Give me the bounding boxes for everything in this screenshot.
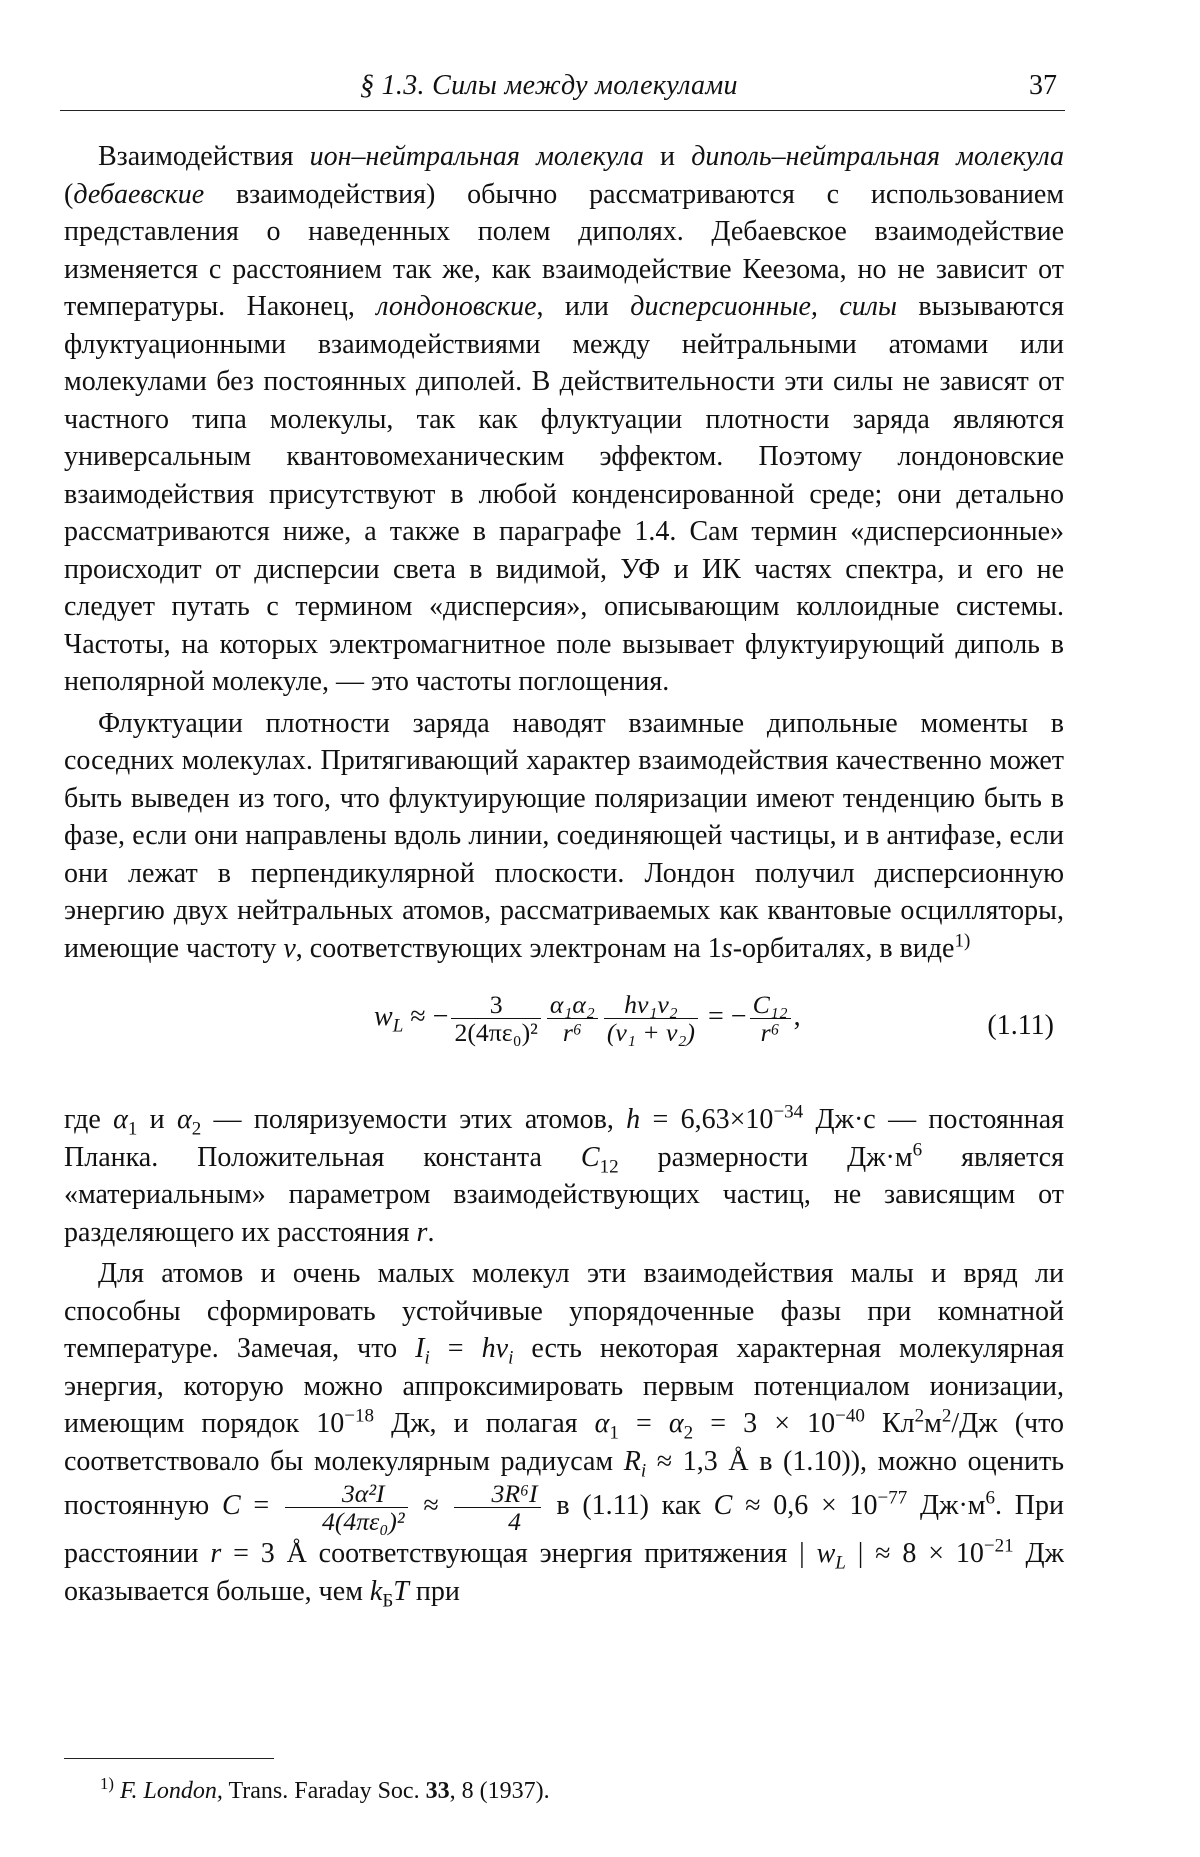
math-subscript: i xyxy=(424,1347,430,1369)
text-run: есть некоторая характерная молекулярная энергия, которую можно аппроксимировать первым потенциалом ионизации, имеющим порядок 10 xyxy=(64,1333,1064,1439)
math-superscript: −40 xyxy=(835,1405,865,1427)
math-symbol: r xyxy=(416,1216,428,1248)
math-operator: ≈ − xyxy=(403,1000,449,1032)
text-run: взаимодействия) обычно рассматриваются с использованием представления о наведенных полем диполях. Дебаевское взаимодействие изменяется с расстоянием так же, как взаимодействие Кеезома, но не зависит от температуры. Наконец, xyxy=(64,178,1064,322)
body-text xyxy=(64,138,1064,1610)
math-subscript: i xyxy=(640,1460,647,1482)
footnote-journal: Trans. Faraday Soc. xyxy=(222,1778,426,1804)
numerator: C₁₂ xyxy=(750,991,791,1019)
text-run: где xyxy=(64,1104,114,1135)
math-subscript: 12 xyxy=(599,1156,619,1178)
text-run: и xyxy=(643,141,692,172)
equation-number: (1.11) xyxy=(987,1010,1054,1041)
text-run: Дж·с — постоянная Планка. Положительная константа xyxy=(64,1104,1065,1173)
section-title: § 1.3. Силы между молекулами xyxy=(360,70,738,101)
math-symbol: I xyxy=(415,1333,425,1364)
paragraph-4 xyxy=(64,1255,1064,1610)
math-symbol: T xyxy=(393,1575,409,1607)
math-subscript: L xyxy=(835,1552,846,1574)
italic-term: лондоновские xyxy=(376,291,537,322)
text-run: Дж·м xyxy=(907,1489,986,1521)
footnote-marker: 1) xyxy=(100,1774,114,1793)
denominator: r⁶ xyxy=(760,1018,780,1048)
italic-term: диполь–нейтральная молекула xyxy=(691,141,1065,172)
paragraph-3 xyxy=(64,1101,1064,1251)
math-superscript: 2 xyxy=(941,1405,952,1427)
footnote-rest: , 8 (1937). xyxy=(449,1778,550,1804)
math-symbol: α xyxy=(177,1104,192,1135)
text-run: = 3 × 10 xyxy=(693,1408,836,1439)
paragraph-1 xyxy=(64,138,1064,701)
italic-term: ион–нейтральная молекула xyxy=(309,141,644,172)
math-symbol: α xyxy=(668,1408,684,1439)
numerator: 3R⁶I xyxy=(454,1480,540,1508)
text-run: размерности Дж·м xyxy=(618,1141,913,1173)
fraction xyxy=(454,1480,540,1535)
text-run: Для атомов и очень малых молекул эти взаимодействия малы и вряд ли способны сформировать устойчивые упорядоченные фазы при комнатной температуре. Замечая, что xyxy=(64,1258,1064,1364)
paragraph-2 xyxy=(64,705,1064,968)
text-run: = xyxy=(240,1489,282,1521)
math-subscript: i xyxy=(508,1347,514,1369)
text-run: . xyxy=(427,1216,435,1248)
math-subscript: 1 xyxy=(127,1118,138,1140)
math-superscript: −77 xyxy=(877,1487,908,1509)
numerator: 3α²I xyxy=(285,1480,408,1508)
text-run: ≈ xyxy=(410,1489,452,1521)
math-operator: = − xyxy=(700,1000,747,1032)
footnote-volume: 33 xyxy=(425,1778,450,1804)
equation-body xyxy=(374,991,801,1046)
text-run: = 6,63×10 xyxy=(640,1104,774,1135)
text-run: = xyxy=(618,1408,669,1439)
math-symbol: w xyxy=(816,1538,836,1570)
numerator: hν₁ν₂ xyxy=(604,991,698,1019)
math-symbol: r xyxy=(210,1538,222,1570)
text-run: /Дж (что соответствовало бы молекулярным радиусам xyxy=(64,1408,1064,1477)
fraction xyxy=(604,991,698,1046)
math-subscript: Б xyxy=(382,1590,394,1612)
denominator: (ν₁ + ν₂) xyxy=(606,1018,695,1048)
footnote-marker[interactable]: 1) xyxy=(954,930,971,952)
math-subscript: L xyxy=(392,1015,404,1037)
italic-term: дисперсионные, силы xyxy=(630,291,897,322)
footnote-divider xyxy=(64,1758,274,1759)
text-run: . При расстоянии xyxy=(64,1489,1064,1570)
denominator: 4(4πε₀)² xyxy=(321,1507,405,1537)
math-symbol: ν xyxy=(283,932,296,964)
text-run: и xyxy=(137,1104,177,1135)
text-run: Флуктуации плотности заряда наводят взаимные дипольные моменты в соседних молекулах. Притягивающий характер взаимодействия качественно может быть выведен из того, что флуктуирующие поляризации имеют тенденцию быть в фазе, если они направлены вдоль линии, соединяющей частицы, и в антифазе, если они лежат в перпендикулярной плоскости. Лондон получил дисперсионную энергию двух нейтральных атомов, рассматриваемых как квантовые осцилляторы, имеющие частоту xyxy=(64,707,1064,964)
text-run: ( xyxy=(64,178,74,210)
math-superscript: −34 xyxy=(773,1101,804,1123)
text-run: вызываются флуктуационными взаимодействиями между нейтральными атомами или молекулами без постоянных диполей. В действительности эти силы не зависят от частного типа молекулы, так как флуктуации плотности заряда являются универсальным квантовомеханическим эффектом. Поэтому лондоновские взаимодействия присутствуют в любой конденсированной среде; они детально рассматриваются ниже, а также в параграфе 1.4. Сам термин «дисперсионные» происходит от дисперсии света в видимой, УФ и ИК частях спектра, и его не следует путать с термином «дисперсия», описывающим коллоидные системы. Частоты, на которых электромагнитное поле вызывает флуктуирующий диполь в неполярной молекуле, — это частоты поглощения. xyxy=(64,291,1064,697)
text-run: , соответствующих электронам на 1 xyxy=(295,932,722,964)
fraction xyxy=(547,991,598,1046)
equation-1-11 xyxy=(64,973,1064,1093)
text-run: при xyxy=(408,1575,460,1607)
text-run: ≈ 1,3 Å в (1.10)), можно оценить постоянную xyxy=(64,1445,1064,1521)
text-run: , или xyxy=(536,291,631,322)
math-symbol: α xyxy=(113,1104,128,1135)
numerator: α₁α₂ xyxy=(547,991,598,1019)
fraction xyxy=(750,991,791,1046)
math-superscript: 2 xyxy=(914,1405,925,1427)
footnote xyxy=(100,1774,550,1805)
text-run: Дж, и полагая xyxy=(374,1408,595,1439)
fraction xyxy=(285,1480,408,1535)
text-run: является «материальным» параметром взаимодействующих частиц, не зависящим от разделяющего их расстояния xyxy=(64,1141,1064,1248)
text-run: = 3 Å соответствующая энергия притяжения | xyxy=(221,1538,817,1570)
math-symbol: k xyxy=(369,1575,383,1607)
math-symbol: h xyxy=(626,1104,641,1135)
fraction xyxy=(451,991,540,1046)
text-run: = xyxy=(429,1333,482,1364)
math-superscript: 6 xyxy=(912,1139,923,1161)
math-symbol: C xyxy=(580,1141,600,1173)
denominator: r⁶ xyxy=(562,1018,582,1048)
denominator: 2(4πε₀)² xyxy=(454,1018,538,1048)
page-number: 37 xyxy=(1029,70,1057,101)
text-run: Взаимодействия xyxy=(98,141,310,172)
running-head xyxy=(60,70,1065,111)
text-run: ≈ 0,6 × 10 xyxy=(732,1489,878,1521)
math-subscript: 2 xyxy=(191,1118,202,1140)
text-run: Дж оказывается больше, чем xyxy=(64,1538,1064,1607)
text-run: — поляризуемости этих атомов, xyxy=(201,1104,627,1135)
text-run: в (1.11) как xyxy=(543,1489,714,1521)
math-symbol: s xyxy=(721,932,733,964)
math-subscript: 1 xyxy=(609,1422,619,1444)
math-superscript: −21 xyxy=(983,1535,1014,1557)
text-run: -орбиталях, в виде xyxy=(732,932,955,964)
math-symbol: hν xyxy=(481,1333,509,1364)
italic-term: дебаевские xyxy=(73,178,205,210)
text-run: м xyxy=(924,1408,942,1439)
math-symbol: C xyxy=(713,1489,733,1521)
denominator: 4 xyxy=(508,1507,521,1537)
math-symbol: C xyxy=(221,1489,241,1521)
math-superscript: −18 xyxy=(344,1405,374,1427)
math-subscript: 2 xyxy=(683,1422,694,1444)
text-run: | ≈ 8 × 10 xyxy=(845,1538,984,1570)
footnote-author: F. London, xyxy=(119,1778,223,1804)
math-symbol: w xyxy=(374,1000,393,1032)
math-superscript: 6 xyxy=(985,1487,996,1509)
math-symbol: α xyxy=(594,1408,610,1439)
numerator: 3 xyxy=(451,991,540,1019)
math-punctuation: , xyxy=(793,1000,801,1032)
math-symbol: R xyxy=(623,1445,641,1477)
text-run: Кл xyxy=(864,1408,915,1439)
